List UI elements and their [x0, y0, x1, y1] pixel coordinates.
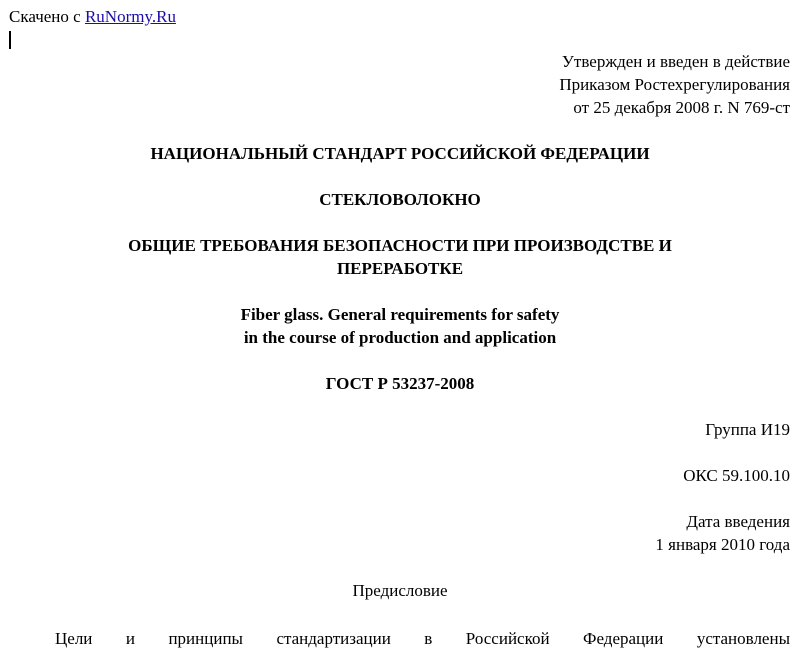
intro-date-label: Дата введения	[686, 512, 790, 531]
gost-number: ГОСТ Р 53237-2008	[325, 374, 475, 393]
english-title-line-2: in the course of production and application	[243, 328, 557, 347]
source-prefix: Скачено с	[9, 7, 85, 26]
source-link[interactable]: RuNormy.Ru	[84, 7, 176, 26]
text-cursor	[9, 31, 11, 49]
national-standard-heading: НАЦИОНАЛЬНЫЙ СТАНДАРТ РОССИЙСКОЙ ФЕДЕРАЦИИ	[150, 144, 650, 163]
title-line-1: ОБЩИЕ ТРЕБОВАНИЯ БЕЗОПАСНОСТИ ПРИ ПРОИЗВОДСТВЕ И	[128, 236, 672, 255]
preface-first-line: Цели и принципы стандартизации в Российской Федерации установлены	[55, 629, 790, 648]
source-line	[9, 7, 176, 27]
approval-line-1: Утвержден и введен в действие	[561, 52, 790, 71]
approval-block	[559, 50, 790, 119]
title-line-2: ПЕРЕРАБОТКЕ	[336, 259, 464, 278]
intro-date-block	[655, 510, 790, 556]
intro-date-value: 1 января 2010 года	[655, 535, 790, 554]
preface-heading: Предисловие	[352, 581, 448, 600]
english-title-line-1: Fiber glass. General requirements for safety	[240, 305, 560, 324]
oks-code: ОКС 59.100.10	[683, 466, 790, 485]
group-code: Группа И19	[705, 420, 790, 439]
subject-heading: СТЕКЛОВОЛОКНО	[319, 190, 481, 209]
approval-line-3: от 25 декабря 2008 г. N 769-ст	[573, 98, 790, 117]
approval-line-2: Приказом Ростехрегулирования	[559, 75, 790, 94]
